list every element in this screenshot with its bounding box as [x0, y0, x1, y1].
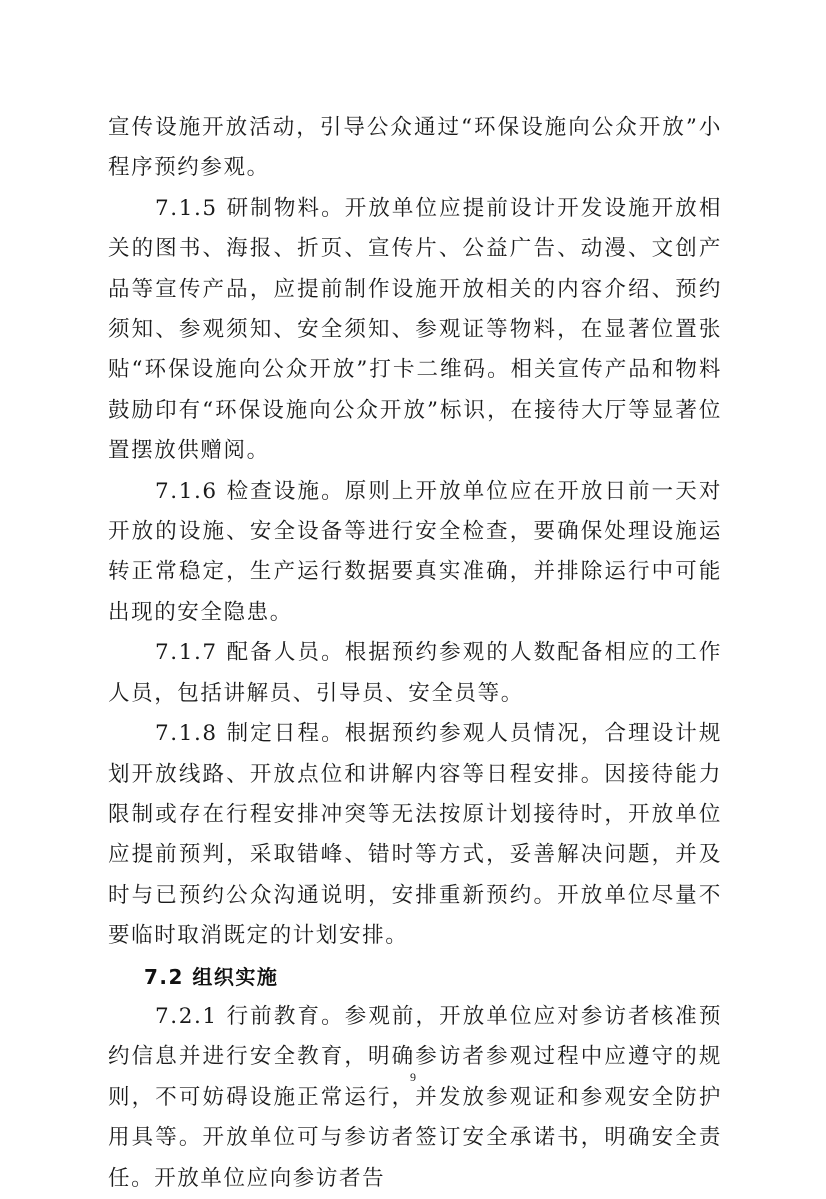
- clause-7-1-8: 7.1.8 制定日程。根据预约参观人员情况，合理设计规划开放线路、开放点位和讲解内容等日程安排。因接待能力限制或存在行程安排冲突等无法按原计划接待时，开放单位应提前预判，采取错峰、错时等方式，妥善解决问题，并及时与已预约公众沟通说明，安排重新预约。开放单位尽量不要临时取消既定的计划安排。: [108, 721, 722, 949]
- clause-7-1-6: 7.1.6 检查设施。原则上开放单位应在开放日前一天对开放的设施、安全设备等进行安全检查，要确保处理设施运转正常稳定，生产运行数据要真实准确，并排除运行中可能出现的安全隐患。: [108, 478, 722, 625]
- paragraph-continuation: 宣传设施开放活动，引导公众通过“环保设施向公众开放”小程序预约参观。: [108, 115, 722, 181]
- section-heading-7-2: 7.2 组织实施: [144, 964, 279, 989]
- page-number: 9: [410, 1070, 416, 1084]
- clause-7-1-7: 7.1.7 配备人员。根据预约参观的人数配备相应的工作人员，包括讲解员、引导员、安全员等。: [108, 640, 722, 706]
- clause-7-2-1: 7.2.1 行前教育。参观前，开放单位应对参访者核准预约信息并进行安全教育，明确参访者参观过程中应遵守的规则，不可妨碍设施正常运行，并发放参观证和参观安全防护用具等。开放单位可与参访者签订安全承诺书，明确安全责任。开放单位应向参访者告: [108, 1003, 722, 1191]
- page-body: [108, 108, 722, 1199]
- clause-7-1-5: 7.1.5 研制物料。开放单位应提前设计开发设施开放相关的图书、海报、折页、宣传片、公益广告、动漫、文创产品等宣传产品，应提前制作设施开放相关的内容介绍、预约须知、参观须知、安全须知、参观证等物料，在显著位置张贴“环保设施向公众开放”打卡二维码。相关宣传产品和物料鼓励印有“环保设施向公众开放”标识，在接待大厅等显著位置摆放供赠阅。: [108, 195, 722, 464]
